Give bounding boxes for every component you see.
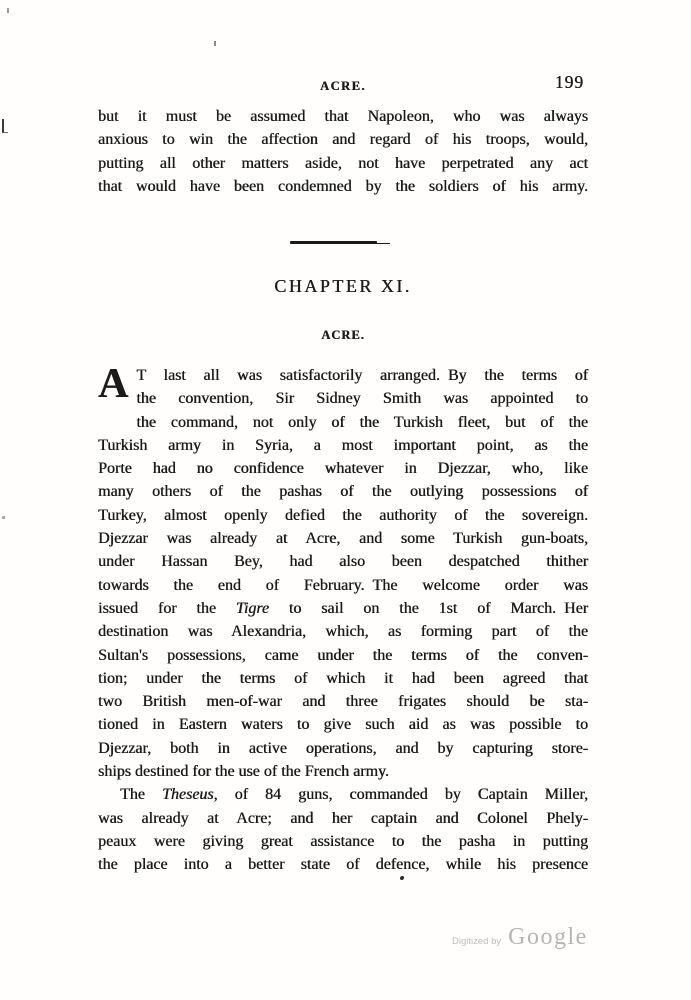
text-line: towards the end of February. The welcome order was — [98, 576, 588, 594]
text-line: T last all was satisfactorily arranged. By the terms of — [136, 367, 588, 384]
text-line: two British men-of-war and three frigates should be sta- — [98, 693, 588, 711]
chapter-subheading: ACRE. — [321, 328, 365, 342]
chapter-body — [98, 361, 589, 877]
text-line: peaux were giving great assistance to the pasha in putting — [98, 832, 588, 850]
text-line: tion; under the terms of which it had been agreed that — [98, 669, 588, 687]
intro-paragraph — [98, 105, 588, 198]
text-line: but it must be assumed that Napoleon, who was always — [98, 108, 588, 125]
text-line: Turkish army in Syria, a most important point, as the — [98, 436, 588, 454]
paragraph — [98, 783, 588, 876]
text-line: tioned in Eastern waters to give such aid as was possible to — [98, 716, 588, 734]
scan-artifact — [400, 876, 404, 880]
text-line: The Theseus, of 84 guns, commanded by Captain Miller, — [120, 786, 588, 804]
text-line: Porte had no confidence whatever in Djezzar, who, like — [98, 460, 588, 478]
scan-artifact — [7, 8, 9, 13]
text-line: destination was Alexandria, which, as forming part of the — [98, 623, 588, 641]
page-header — [98, 72, 588, 98]
text-line: putting all other matters aside, not have perpetrated any act — [98, 154, 588, 172]
text-line: Djezzar, both in active operations, and by capturing store- — [98, 739, 588, 757]
paragraph — [98, 361, 589, 783]
page-number: 199 — [554, 72, 584, 92]
running-title: ACRE. — [319, 79, 367, 93]
text-line: the convention, Sir Sidney Smith was appointed to — [136, 390, 588, 408]
text-line: Sultan's possessions, came under the terms of the conven- — [98, 646, 588, 664]
text-line: Turkey, almost openly defied the authority of the sovereign. — [98, 506, 588, 524]
text-line: the command, not only of the Turkish fleet, but of the — [136, 413, 588, 431]
text-line: the place into a better state of defence, while his presence — [98, 856, 588, 874]
watermark — [452, 924, 588, 951]
text-line: was already at Acre; and her captain and Colonel Phely- — [98, 809, 588, 827]
text-line: anxious to win the affection and regard of his troops, would, — [98, 131, 588, 149]
paragraph — [98, 105, 588, 198]
google-logo: Google — [508, 924, 588, 950]
text-line: Djezzar was already at Acre, and some Turkish gun-boats, — [98, 530, 588, 548]
text-line: issued for the Tigre to sail on the 1st of March. Her — [98, 599, 589, 617]
text-line: that would have been condemned by the soldiers of his army. — [98, 177, 588, 195]
scan-artifact — [2, 119, 8, 133]
text-line: many others of the pashas of the outlying possessions of — [98, 483, 588, 501]
scan-artifact — [2, 516, 5, 519]
text-line: ships destined for the use of the French army. — [98, 763, 389, 781]
section-divider — [290, 241, 377, 244]
scan-artifact — [214, 41, 216, 46]
text-line: under Hassan Bey, had also been despatched thither — [98, 553, 588, 571]
drop-cap: A — [98, 361, 129, 407]
chapter-heading: CHAPTER XI. — [274, 276, 412, 296]
digitized-by-label: Digitized by — [452, 936, 502, 947]
